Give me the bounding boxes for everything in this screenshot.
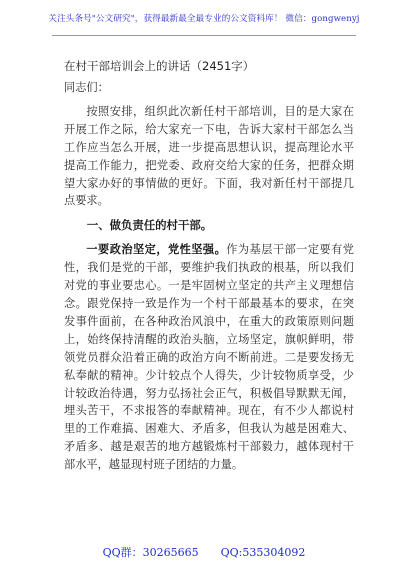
promo-header: 关注头条号"公文研究"，获得最新最全最专业的公文资料库！ 微信：gongwenyj xyxy=(48,14,360,24)
intro-paragraph: 按照安排，组织此次新任村干部培训，目的是大家在开展工作之际，给大家充一下电，告诉大家村干部怎么当工作应当怎么开展，进一步提高思想认识，提高理论水平提高工作能力，把党委、政府交给大家的任务，把群众期望大家办好的事情做的更好。下面，我对新任村干部提几点要求。 xyxy=(64,104,354,208)
document-title: 在村干部培训会上的讲话（2451字） xyxy=(64,59,255,73)
section-body: 作为基层干部一定要有党性，我们是党的干部，要维护我们执政的根基，所以我们对党的事业要忠心。一是牢固树立坚定的共产主义理想信念。跟党保持一致是作为一个村干部最基本的要求，在突发事件面前，在各种政治风浪中，在重大的政策原则问题上，始终保持清醒的政治头脑，立场坚定，旗帜鲜明，带领党员群众沿着正确的政治方向不断前进。二是要发扬无私奉献的精神。少计较点个人得失，少计较物质享受，少计较政治待遇，努力弘扬社会正气，积极倡导默默无闻，埋头苦干，不求报答的奉献精神。现在，有不少人都说村里的工作难搞、困难大、矛盾多，但我认为越是困难大、矛盾多、越是艰苦的地方越锻炼村干部毅力，越体现村干部水平，越显现村班子团结的力量。 xyxy=(64,243,354,472)
document-body xyxy=(64,79,354,474)
section-lead: 一要政治坚定，党性坚强。 xyxy=(86,243,227,257)
footer xyxy=(0,544,408,560)
footer-qq-contact: QQ:535304092 xyxy=(220,546,306,559)
salutation: 同志们： xyxy=(64,81,109,94)
section-paragraph xyxy=(64,241,354,474)
section-heading: 一、做负责任的村干部。 xyxy=(86,218,213,233)
footer-qq-group: QQ群：30265665 xyxy=(102,546,199,559)
header-divider xyxy=(52,35,356,36)
